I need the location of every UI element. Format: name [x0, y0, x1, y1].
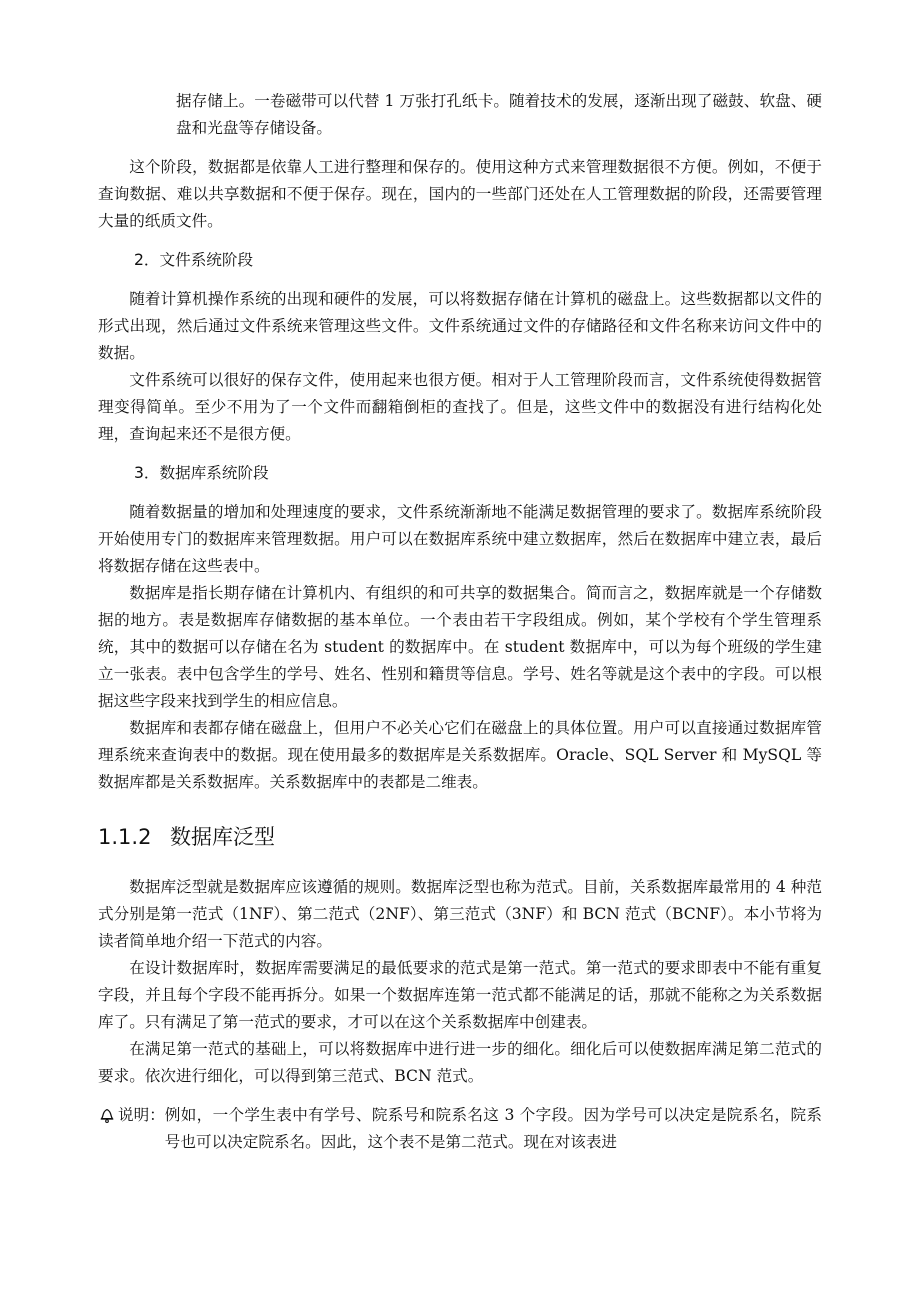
document-page — [98, 88, 822, 1156]
subheading-file-system: 2．文件系统阶段 — [134, 251, 254, 269]
section-heading — [98, 822, 822, 852]
section-number: 1.1.2 — [98, 825, 152, 849]
paragraph: 文件系统可以很好的保存文件，使用起来也很方便。相对于人工管理阶段而言，文件系统使得数据管理变得简单。至少不用为了一个文件而翻箱倒柜的查找了。但是，这些文件中的数据没有进行结构化处理，查询起来还不是很方便。 — [98, 371, 822, 443]
paragraph: 数据库泛型就是数据库应该遵循的规则。数据库泛型也称为范式。目前，关系数据库最常用的 4 种范式分别是第一范式（1NF）、第二范式（2NF）、第三范式（3NF）和 BCN 范式（BCNF）。本小节将为读者简单地介绍一下范式的内容。 — [98, 878, 822, 950]
note-label: 说明： — [118, 1106, 165, 1124]
paragraph: 数据库是指长期存储在计算机内、有组织的和可共享的数据集合。简而言之，数据库就是一个存储数据的地方。表是数据库存储数据的基本单位。一个表由若干字段组成。例如，某个学校有个学生管理系统，其中的数据可以存储在名为 student 的数据库中。在 student 数据库中，可以为每个班级的学生建立一张表。表中包含学生的学号、姓名、性别和籍贯等信息。学号、姓名等就是这个表中的字段。可以根据这些字段来找到学生的相应信息。 — [98, 584, 822, 710]
section-title: 数据库泛型 — [170, 825, 275, 849]
paragraph: 随着计算机操作系统的出现和硬件的发展，可以将数据存储在计算机的磁盘上。这些数据都以文件的形式出现，然后通过文件系统来管理这些文件。文件系统通过文件的存储路径和文件名称来访问文件中的数据。 — [98, 290, 822, 362]
paragraph: 数据库和表都存储在磁盘上，但用户不必关心它们在磁盘上的具体位置。用户可以直接通过数据库管理系统来查询表中的数据。现在使用最多的数据库是关系数据库。Oracle、SQL Server 和 MySQL 等数据库都是关系数据库。关系数据库中的表都是二维表。 — [98, 719, 822, 791]
paragraph: 随着数据量的增加和处理速度的要求，文件系统渐渐地不能满足数据管理的要求了。数据库系统阶段开始使用专门的数据库来管理数据。用户可以在数据库系统中建立数据库，然后在数据库中建立表，最后将数据存储在这些表中。 — [98, 503, 822, 575]
note-head — [98, 1102, 165, 1156]
bell-icon — [98, 1106, 116, 1124]
paragraph: 这个阶段，数据都是依靠人工进行整理和保存的。使用这种方式来管理数据很不方便。例如，不便于查询数据、难以共享数据和不便于保存。现在，国内的一些部门还处在人工管理数据的阶段，还需要管理大量的纸质文件。 — [98, 158, 822, 230]
paragraph-continued: 据存储上。一卷磁带可以代替 1 万张打孔纸卡。随着技术的发展，逐渐出现了磁鼓、软盘、硬盘和光盘等存储设备。 — [176, 92, 822, 137]
subheading-database-system: 3．数据库系统阶段 — [134, 464, 269, 482]
note-text: 例如，一个学生表中有学号、院系号和院系名这 3 个字段。因为学号可以决定是院系名，院系号也可以决定院系名。因此，这个表不是第二范式。现在对该表进 — [164, 1106, 822, 1151]
note-box — [98, 1102, 822, 1156]
paragraph: 在设计数据库时，数据库需要满足的最低要求的范式是第一范式。第一范式的要求即表中不能有重复字段，并且每个字段不能再拆分。如果一个数据库连第一范式都不能满足的话，那就不能称之为关系数据库了。只有满足了第一范式的要求，才可以在这个关系数据库中创建表。 — [98, 959, 822, 1031]
paragraph: 在满足第一范式的基础上，可以将数据库中进行进一步的细化。细化后可以使数据库满足第二范式的要求。依次进行细化，可以得到第三范式、BCN 范式。 — [98, 1040, 822, 1085]
